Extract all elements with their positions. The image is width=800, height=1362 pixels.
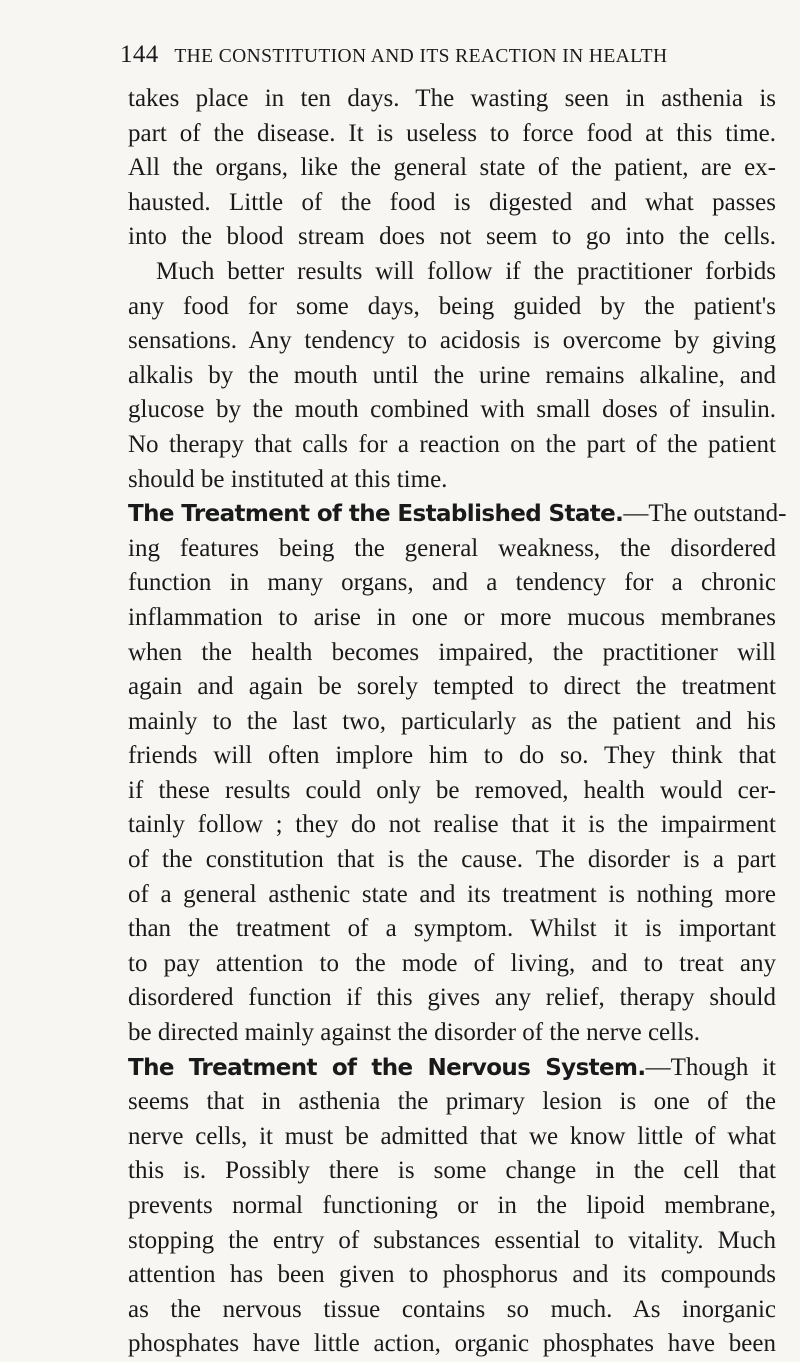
text-line: of a general asthenic state and its treatment is nothing more	[128, 880, 776, 908]
text-line: nerve cells, it must be admitted that we know little of what	[128, 1122, 776, 1150]
text-line: part of the disease. It is useless to force food at this time.	[128, 119, 776, 147]
text-line: prevents normal functioning or in the lipoid membrane,	[128, 1192, 776, 1219]
text-line: of the constitution that is the cause. The disorder is a part	[128, 846, 776, 874]
text-line: No therapy that calls for a reaction on the part of the patient	[128, 430, 776, 458]
text-line: than the treatment of a symptom. Whilst it is important	[128, 915, 776, 943]
text-line: should be instituted at this time.	[128, 465, 448, 493]
section-heading: The Treatment of the Established State.	[128, 501, 624, 528]
text-line: if these results could only be removed, health would cer-	[128, 776, 776, 804]
text-line: glucose by the mouth combined with small doses of insulin.	[128, 396, 776, 424]
body-text	[128, 82, 787, 1362]
text-line: Much better results will follow if the practitioner forbids	[156, 257, 776, 285]
text-line: tainly follow ; they do not realise that it is the impairment	[128, 811, 776, 839]
text-line: friends will often implore him to do so. They think that	[128, 742, 776, 770]
text-line: seems that in asthenia the primary lesion is one of the	[128, 1088, 776, 1116]
text-line	[128, 497, 787, 532]
text-line: attention has been given to phosphorus and its compounds	[128, 1261, 776, 1289]
page-number: 144	[120, 41, 159, 68]
running-head-title: THE CONSTITUTION AND ITS REACTION IN HEALTH	[174, 46, 668, 67]
text-line: mainly to the last two, particularly as the patient and his	[128, 707, 776, 735]
text-line: takes place in ten days. The wasting seen in asthenia is	[128, 85, 776, 112]
text-line: again and again be sorely tempted to direct the treatment	[128, 673, 776, 701]
text-line: inflammation to arise in one or more mucous membranes	[128, 603, 776, 631]
text-line: when the health becomes impaired, the practitioner will	[128, 638, 776, 666]
section-heading: The Treatment of the Nervous System.	[128, 1054, 646, 1081]
running-head	[120, 40, 780, 72]
text-line: as the nervous tissue contains so much. As inorganic	[128, 1295, 776, 1323]
text-line: hausted. Little of the food is digested and what passes	[128, 188, 776, 216]
text-line: All the organs, like the general state of the patient, are ex-	[128, 154, 776, 182]
heading-continuation: —Though it	[645, 1053, 776, 1081]
text-line: into the blood stream does not seem to go into the cells.	[128, 223, 776, 251]
heading-continuation: —The outstand-	[623, 500, 787, 528]
text-line: be directed mainly against the disorder of the nerve cells.	[128, 1019, 701, 1047]
text-line: to pay attention to the mode of living, and to treat any	[128, 949, 776, 977]
text-line: disordered function if this gives any relief, therapy should	[128, 984, 776, 1012]
text-line: phosphates have little action, organic phosphates have been	[128, 1330, 776, 1358]
text-line: function in many organs, and a tendency for a chronic	[128, 569, 776, 597]
text-line: stopping the entry of substances essential to vitality. Much	[128, 1226, 776, 1254]
text-line	[128, 1051, 776, 1086]
text-line: ing features being the general weakness, the disordered	[128, 534, 776, 562]
text-line: alkalis by the mouth until the urine remains alkaline, and	[128, 361, 776, 389]
text-line: this is. Possibly there is some change in the cell that	[128, 1157, 776, 1185]
text-line: any food for some days, being guided by the patient's	[128, 292, 776, 320]
text-line: sensations. Any tendency to acidosis is overcome by giving	[128, 327, 776, 355]
